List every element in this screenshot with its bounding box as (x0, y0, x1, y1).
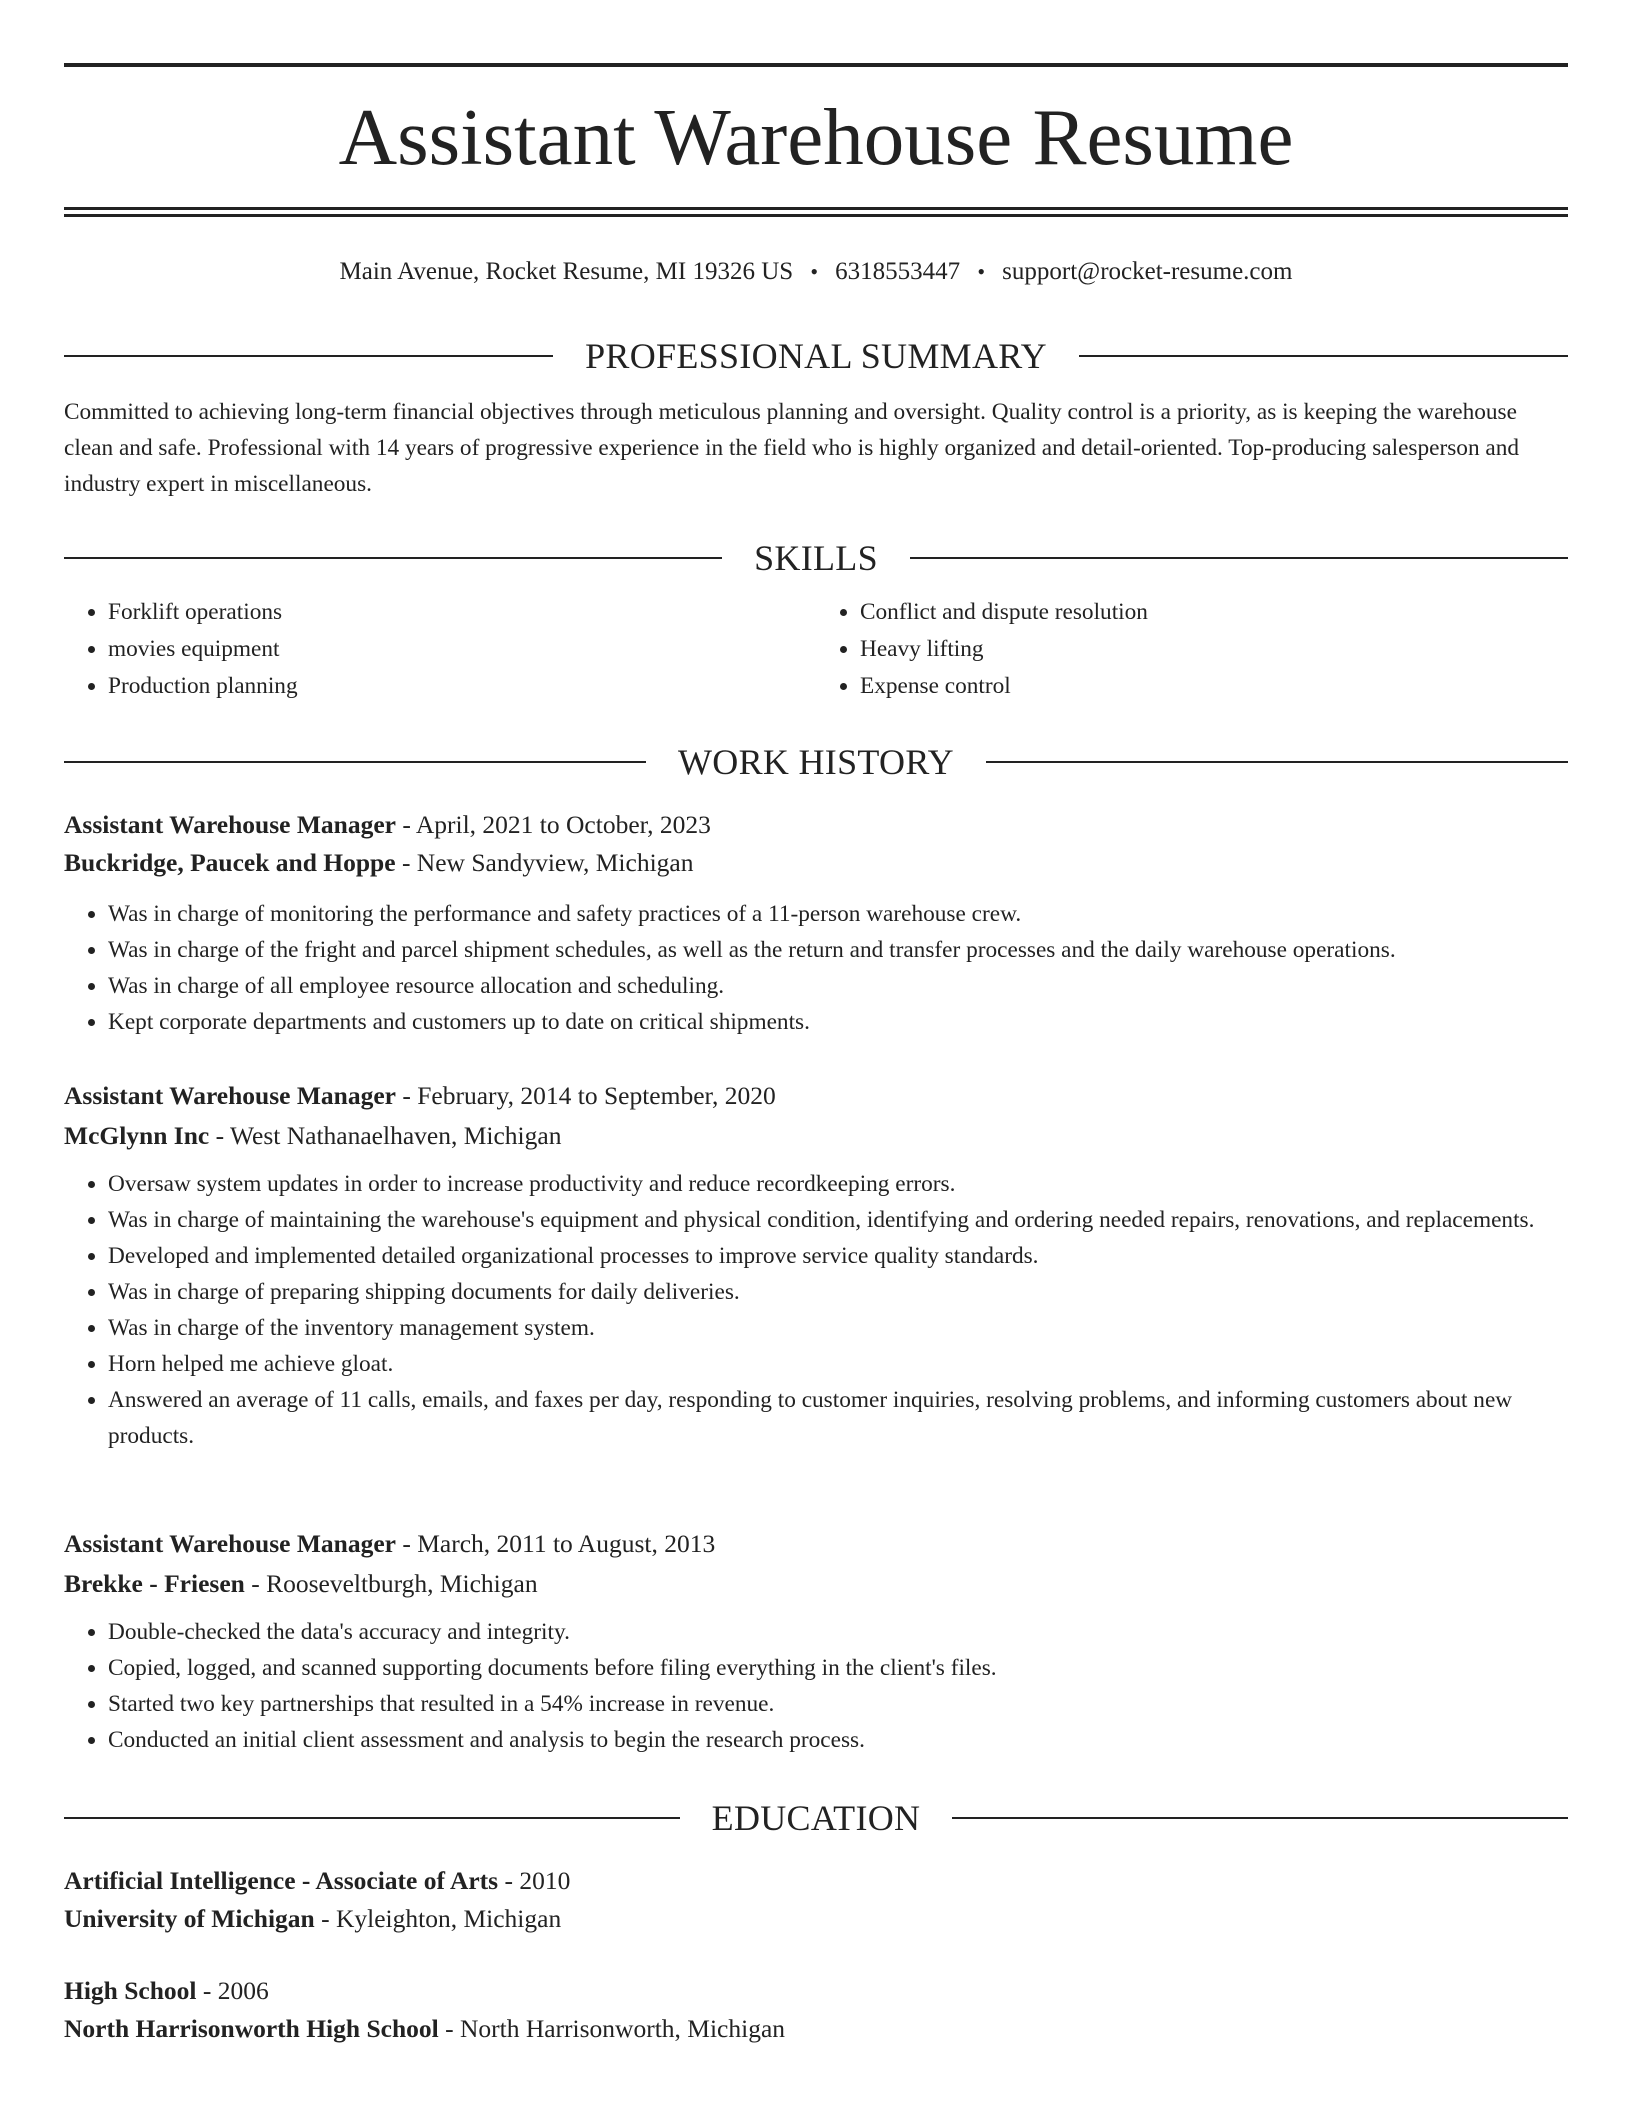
education-heading-row (64, 1796, 1568, 1840)
education-year: - 2006 (196, 1976, 269, 2005)
heading-rule-left (64, 355, 553, 357)
education-location: - North Harrisonworth, Michigan (438, 2014, 786, 2043)
skills-heading: SKILLS (754, 538, 878, 578)
job-bullet: • Horn helped me achieve gloat. (108, 1346, 1568, 1382)
job-title: Assistant Warehouse Manager (64, 1529, 396, 1558)
contact-email: support@rocket-resume.com (1002, 258, 1293, 285)
heading-rule-right (952, 1817, 1568, 1819)
job-bullet: • Was in charge of all employee resource allocation and scheduling. (108, 968, 1568, 1004)
heading-rule-right (1079, 355, 1568, 357)
job-bullet: • Copied, logged, and scanned supporting documents before filing everything in the client's files. (108, 1650, 1568, 1686)
summary-heading-row (64, 334, 1568, 378)
job-bullet: • Started two key partnerships that resulted in a 54% increase in revenue. (108, 1686, 1568, 1722)
summary-heading: PROFESSIONAL SUMMARY (585, 336, 1047, 376)
work-heading: WORK HISTORY (678, 742, 954, 782)
skill-item: • Conflict and dispute resolution (860, 594, 1568, 631)
skills-list-left (64, 594, 816, 705)
job-title-line (64, 1524, 1568, 1564)
job-company-line (64, 1564, 1568, 1604)
education-section (64, 1796, 1568, 1840)
skill-item: • Heavy lifting (860, 631, 1568, 668)
job-bullet: • Was in charge of monitoring the performance and safety practices of a 11-person warehouse crew. (108, 896, 1568, 932)
skills-columns (64, 594, 1568, 705)
job-company: Buckridge, Paucek and Hoppe (64, 848, 396, 877)
education-degree-line (64, 1862, 1568, 1900)
job-title-line (64, 806, 1568, 844)
summary-text: Committed to achieving long-term financial objectives through meticulous planning and oversight. Quality control is a priority, as is keeping the warehouse clean and safe. Professional with 14 years of progressive experience in the field who is highly organized and detail-oriented. Top-producing salesperson and industry expert in miscellaneous. (64, 399, 1520, 497)
education-heading: EDUCATION (711, 1798, 921, 1838)
skill-item: • Forklift operations (108, 594, 816, 631)
job-dates: - February, 2014 to September, 2020 (396, 1081, 776, 1110)
job-bullet: • Was in charge of preparing shipping documents for daily deliveries. (108, 1274, 1568, 1310)
job-company-line (64, 844, 1568, 882)
heading-rule-right (910, 557, 1568, 559)
education-entry (64, 1862, 1568, 1938)
job-entry (64, 1076, 1568, 1454)
job-bullet: • Was in charge of maintaining the warehouse's equipment and physical condition, identifying and ordering needed repairs, renovations, and replacements. (108, 1202, 1568, 1238)
job-bullets (64, 896, 1568, 1040)
skill-item: • movies equipment (108, 631, 816, 668)
job-company: McGlynn Inc (64, 1121, 210, 1150)
summary-section (64, 334, 1568, 502)
job-bullet: • Was in charge of the inventory management system. (108, 1310, 1568, 1346)
education-degree: Artificial Intelligence - Associate of Arts (64, 1866, 499, 1895)
job-title: Assistant Warehouse Manager (64, 810, 396, 839)
job-company: Brekke - Friesen (64, 1569, 245, 1598)
top-rule (64, 63, 1568, 67)
job-dates: - March, 2011 to August, 2013 (396, 1529, 716, 1558)
skill-item: • Expense control (860, 668, 1568, 705)
job-bullets (64, 1166, 1568, 1454)
skills-heading-row (64, 536, 1568, 580)
job-location: - New Sandyview, Michigan (395, 848, 694, 877)
education-location: - Kyleighton, Michigan (314, 1904, 562, 1933)
job-bullet: • Answered an average of 11 calls, emails, and faxes per day, responding to customer inquiries, resolving problems, and informing customers about new products. (108, 1382, 1568, 1454)
education-entry (64, 1972, 1568, 2048)
job-bullet: • Developed and implemented detailed organizational processes to improve service quality standards. (108, 1238, 1568, 1274)
work-heading-row (64, 740, 1568, 784)
contact-separator: • (810, 259, 819, 284)
job-location: - West Nathanaelhaven, Michigan (209, 1121, 562, 1150)
job-bullet: • Oversaw system updates in order to increase productivity and reduce recordkeeping errors. (108, 1166, 1568, 1202)
education-school-line (64, 1900, 1568, 1938)
contact-line (64, 257, 1568, 287)
job-company-line (64, 1116, 1568, 1156)
resume-content (64, 0, 1568, 2043)
heading-rule-left (64, 1817, 680, 1819)
job-title: Assistant Warehouse Manager (64, 1081, 396, 1110)
education-degree: High School (64, 1976, 197, 2005)
heading-rule-left (64, 761, 646, 763)
skills-section (64, 536, 1568, 705)
job-dates: - April, 2021 to October, 2023 (396, 810, 711, 839)
job-bullet: • Conducted an initial client assessment and analysis to begin the research process. (108, 1722, 1568, 1758)
job-bullet: • Double-checked the data's accuracy and integrity. (108, 1614, 1568, 1650)
education-year: - 2010 (498, 1866, 571, 1895)
job-entry (64, 1524, 1568, 1758)
skills-list-right (816, 594, 1568, 705)
job-location: - Rooseveltburgh, Michigan (244, 1569, 538, 1598)
contact-phone: 6318553447 (835, 258, 961, 285)
education-school: University of Michigan (64, 1904, 315, 1933)
resume-title: Assistant Warehouse Resume (338, 92, 1294, 182)
heading-rule-right (986, 761, 1568, 763)
title-double-rule (64, 207, 1568, 217)
work-section (64, 740, 1568, 784)
skill-item: • Production planning (108, 668, 816, 705)
job-title-line (64, 1076, 1568, 1116)
job-bullet: • Was in charge of the fright and parcel shipment schedules, as well as the return and transfer processes and the daily warehouse operations. (108, 932, 1568, 968)
education-school-line (64, 2010, 1568, 2048)
job-bullets (64, 1614, 1568, 1758)
education-degree-line (64, 1972, 1568, 2010)
job-bullet: • Kept corporate departments and customers up to date on critical shipments. (108, 1004, 1568, 1040)
contact-address: Main Avenue, Rocket Resume, MI 19326 US (339, 258, 794, 285)
contact-separator: • (977, 259, 986, 284)
job-entry (64, 806, 1568, 1040)
education-school: North Harrisonworth High School (64, 2014, 439, 2043)
heading-rule-left (64, 557, 722, 559)
